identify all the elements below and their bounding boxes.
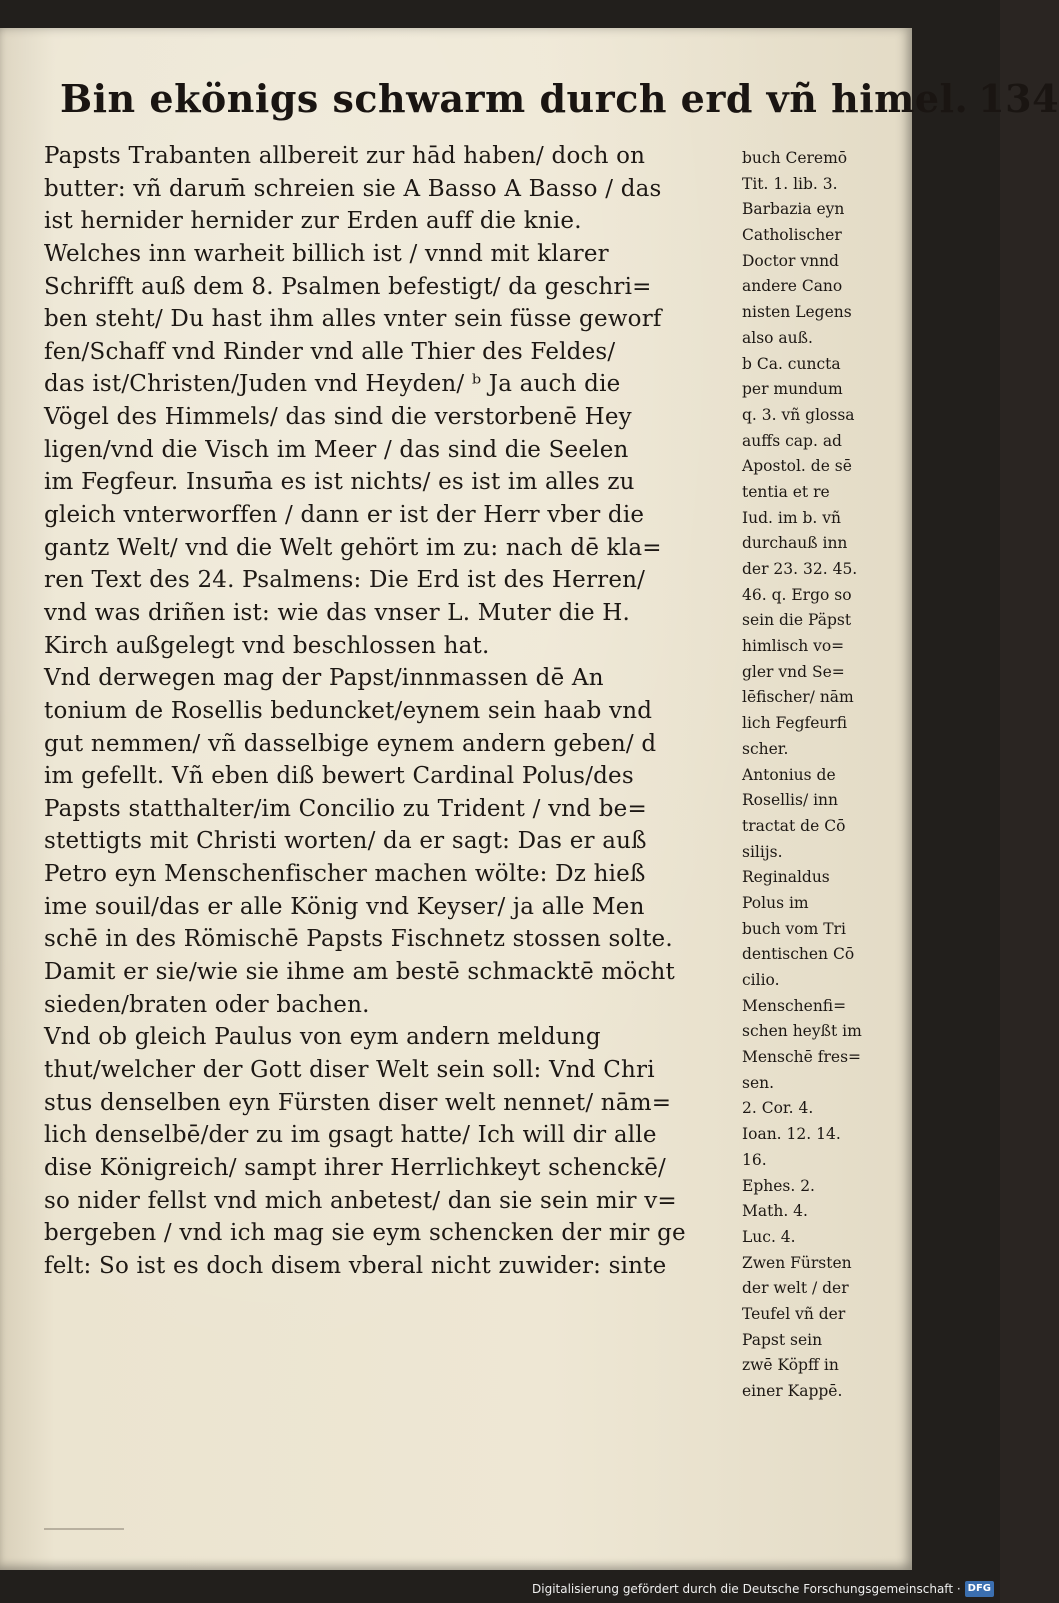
body-line: Vnd derwegen mag der Papst/innmassen dē An <box>44 665 604 692</box>
margin-note-line: tractat de Cō <box>742 816 846 835</box>
body-line: Papsts statthalter/im Concilio zu Trident / vnd be= <box>44 795 647 822</box>
margin-note-line: 46. q. Ergo so <box>742 585 852 604</box>
margin-note-line: cilio. <box>742 971 780 989</box>
footer-credit: Digitalisierung gefördert durch die Deutsche Forschungsgemeinschaft · <box>532 1582 961 1596</box>
margin-note-line: also auß. <box>742 328 813 347</box>
body-line: Vögel des Himmels/ das sind die verstorbenē Hey <box>44 404 632 431</box>
margin-note-line: der welt / der <box>742 1279 849 1298</box>
margin-note-line: lēfischer/ nām <box>742 688 854 707</box>
margin-note-line: Luc. 4. <box>742 1227 796 1246</box>
body-line: gleich vnterworffen / dann er ist der Herr vber die <box>44 502 645 529</box>
body-line: Papsts Trabanten allbereit zur hād haben/ doch on <box>44 143 646 169</box>
main-text-column <box>44 140 734 1282</box>
margin-note-line: himlisch vo= <box>742 637 845 656</box>
dfg-logo: DFG <box>965 1581 994 1597</box>
body-line: gut nemmen/ vñ dasselbige eynem andern geben/ d <box>44 730 657 757</box>
margin-note-line: Teufel vñ der <box>742 1304 846 1323</box>
margin-note-line: Apostol. de sē <box>742 457 852 476</box>
margin-note-line: Papst sein <box>742 1330 823 1349</box>
body-line: tonium de Rosellis beduncket/eynem sein haab vnd <box>44 697 653 724</box>
body-line: so nider fellst vnd mich anbetest/ dan sie sein mir v= <box>44 1187 677 1214</box>
margin-note-line: schen heyßt im <box>742 1022 862 1041</box>
margin-note-line: Polus im <box>742 893 809 912</box>
margin-note-line: Catholischer <box>742 226 842 245</box>
margin-note-line: Antonius de <box>742 765 836 784</box>
margin-note-line: Math. 4. <box>742 1202 808 1221</box>
body-line: ben steht/ Du hast ihm alles vnter sein füsse geworf <box>44 306 662 333</box>
body-line: gantz Welt/ vnd die Welt gehört im zu: nach dē kla= <box>44 534 662 561</box>
body-line: das ist/Christen/Juden vnd Heyden/ ᵇ Ja auch die <box>44 371 621 398</box>
margin-note-line: Rosellis/ inn <box>742 791 839 810</box>
body-line: ime souil/das er alle König vnd Keyser/ ja alle Men <box>44 893 645 920</box>
margin-note-line: Menschē fres= <box>742 1048 862 1067</box>
body-line: stus denselben eyn Fürsten diser welt nennet/ nām= <box>44 1089 672 1116</box>
margin-note-line: dentischen Cō <box>742 945 855 964</box>
body-line: Schrifft auß dem 8. Psalmen befestigt/ da geschri= <box>44 273 652 300</box>
margin-note-line: der 23. 32. 45. <box>742 560 858 578</box>
pencil-mark <box>44 1528 124 1530</box>
margin-note-line: Iud. im b. vñ <box>742 508 841 527</box>
body-line: vnd was driñen ist: wie das vnser L. Muter die H. <box>44 599 631 626</box>
margin-note-line: einer Kappē. <box>742 1382 843 1400</box>
margin-note-line: zwē Köpff in <box>742 1356 839 1375</box>
digitization-footer <box>532 1579 994 1599</box>
page-number: 134 <box>978 76 1059 121</box>
body-line: Welches inn warheit billich ist / vnnd mit klarer <box>44 240 609 267</box>
body-line: ren Text des 24. Psalmens: Die Erd ist des Herren/ <box>44 567 646 594</box>
header-title: Bin ekönigs schwarm durch erd vñ himel. <box>60 76 969 121</box>
margin-note-line: nisten Legens <box>742 303 852 322</box>
body-line: dise Königreich/ sampt ihrer Herrlichkeyt schenckē/ <box>44 1154 666 1181</box>
margin-note-line: buch vom Tri <box>742 919 846 938</box>
margin-note-line: per mundum <box>742 380 843 399</box>
running-header <box>60 76 1059 136</box>
margin-note-line: Reginaldus <box>742 868 830 887</box>
margin-note-line: Zwen Fürsten <box>742 1253 852 1272</box>
margin-note-line: buch Ceremō <box>742 149 848 167</box>
margin-note-line: Ioan. 12. 14. <box>742 1125 841 1144</box>
margin-note-line: andere Cano <box>742 277 843 296</box>
body-line: sieden/braten oder bachen. <box>44 991 370 1018</box>
body-line: felt: So ist es doch disem vberal nicht zuwider: sinte <box>44 1252 667 1279</box>
margin-note-line: Barbazia eyn <box>742 200 845 219</box>
body-line: stettigts mit Christi worten/ da er sagt: Das er auß <box>44 828 647 855</box>
margin-note-line: silijs. <box>742 842 783 861</box>
margin-note-line: Doctor vnnd <box>742 251 839 270</box>
margin-note-line: scher. <box>742 739 789 758</box>
margin-note-line: Menschenfi= <box>742 996 847 1015</box>
margin-note-line: lich Fegfeurfi <box>742 714 848 733</box>
margin-note-line: tentia et re <box>742 482 830 501</box>
margin-notes-column <box>742 146 892 1405</box>
body-line: Vnd ob gleich Paulus von eym andern meldung <box>44 1024 601 1051</box>
body-line: im Fegfeur. Insum̄a es ist nichts/ es ist im alles zu <box>44 469 635 496</box>
margin-note-line: sein die Päpst <box>742 611 852 630</box>
body-line: lich denselbē/der zu im gsagt hatte/ Ich will dir alle <box>44 1122 657 1149</box>
body-line: fen/Schaff vnd Rinder vnd alle Thier des Feldes/ <box>44 338 616 365</box>
margin-note-line: auffs cap. ad <box>742 431 842 450</box>
body-line: Petro eyn Menschenfischer machen wölte: Dz hieß <box>44 861 646 888</box>
margin-note-line: Ephes. 2. <box>742 1176 815 1195</box>
body-line: butter: vñ darum̄ schreien sie A Basso A Basso / das <box>44 175 662 202</box>
body-line: bergeben / vnd ich mag sie eym schencken der mir ge <box>44 1220 686 1247</box>
margin-note-line: gler vnd Se= <box>742 662 845 681</box>
margin-note-line: q. 3. vñ glossa <box>742 405 855 424</box>
body-line: im gefellt. Vñ eben diß bewert Cardinal Polus/des <box>44 763 634 790</box>
margin-note-line: 2. Cor. 4. <box>742 1099 814 1118</box>
margin-note-line: 16. <box>742 1150 767 1169</box>
margin-note-line: Tit. 1. lib. 3. <box>742 174 838 193</box>
body-line: ist hernider hernider zur Erden auff die knie. <box>44 208 582 235</box>
body-line: schē in des Römischē Papsts Fischnetz stossen solte. <box>44 926 673 953</box>
body-line: Kirch außgelegt vnd beschlossen hat. <box>44 632 490 659</box>
margin-note-line: b Ca. cuncta <box>742 354 841 373</box>
margin-note-line: durchauß inn <box>742 534 848 553</box>
book-page <box>0 28 1059 1570</box>
body-line: Damit er sie/wie sie ihme am bestē schmacktē möcht <box>44 959 675 986</box>
body-line: thut/welcher der Gott diser Welt sein soll: Vnd Chri <box>44 1056 655 1083</box>
margin-note-line: sen. <box>742 1073 775 1092</box>
body-line: ligen/vnd die Visch im Meer / das sind die Seelen <box>44 436 629 463</box>
